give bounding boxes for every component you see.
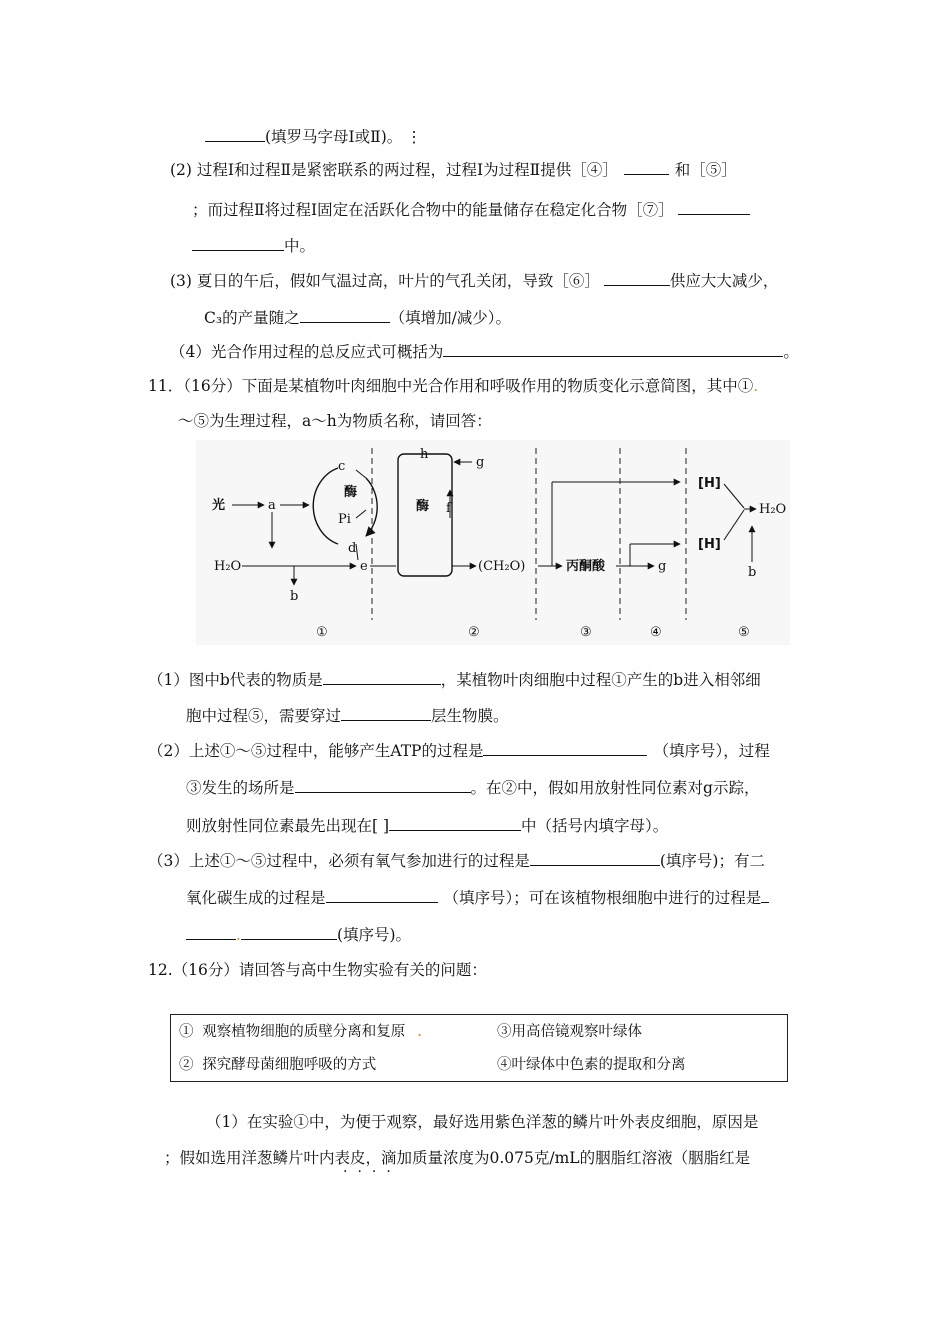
q11-sub3-line1: （3）上述①～⑤过程中，必须有氧气参加进行的过程是 (填序号)；有二 — [148, 852, 765, 870]
label-g-1: g — [476, 455, 485, 470]
emphasis-dot: · — [386, 1164, 401, 1180]
q11-sub3-line2: 氧化碳生成的过程是 （填序号）；可在该植物根细胞中进行的过程是 — [186, 888, 769, 908]
experiment-2: ② 探究酵母菌细胞呼吸的方式 — [179, 1057, 377, 1073]
label-e: e — [360, 559, 368, 574]
label-d: d — [348, 541, 357, 556]
answer-blank[interactable] — [389, 816, 521, 831]
q11-heading: 11．（16分）下面是某植物叶肉细胞中光合作用和呼吸作用的物质变化示意简图，其中①. — [148, 377, 759, 395]
answer-blank[interactable] — [604, 271, 670, 286]
ch2o-label: (CH₂O) — [478, 559, 526, 574]
answer-blank[interactable] — [443, 342, 783, 357]
emphasis-dots — [343, 1162, 401, 1182]
q10-part2-line3: 中。 — [192, 236, 315, 256]
label-h: h — [420, 447, 429, 462]
label-g-2: g — [658, 559, 667, 574]
experiment-3: ③用高倍镜观察叶绿体 — [497, 1024, 642, 1040]
mark-dot: . — [236, 926, 241, 944]
q10-part4: （4）光合作用过程的总反应式可概括为 。 — [170, 343, 799, 361]
label-a: a — [268, 498, 276, 513]
emphasis-dot: · — [357, 1164, 372, 1180]
q11-heading-line2: ～⑤为生理过程，a～h为物质名称，请回答： — [178, 412, 492, 430]
diagram-svg — [196, 440, 790, 645]
process-diagram — [196, 440, 790, 645]
q11-sub2-line3: 则放射性同位素最先出现在[ ] 中（括号内填字母）。 — [186, 817, 669, 835]
answer-blank[interactable] — [624, 160, 669, 175]
q11-sub1-line1: （1）图中b代表的物质是 ，某植物叶肉细胞中过程①产生的b进入相邻细 — [148, 671, 761, 689]
pyruvate-label: 丙酮酸 — [566, 559, 606, 574]
q10-part3-line1: (3) 夏日的午后，假如气温过高，叶片的气孔关闭，导致［⑥］ 供应大大减少， — [170, 272, 779, 290]
light-label: 光 — [212, 498, 226, 513]
stage-label-5: ⑤ — [738, 625, 750, 640]
nadh-label-1: [H] — [698, 476, 721, 491]
label-b-1: b — [290, 589, 299, 604]
q12-part1-line2: ；假如选用洋葱鳞片叶内表皮，滴加质量浓度为0.075克/mL的胭脂红溶液（胭脂红是 — [164, 1149, 751, 1167]
answer-blank[interactable] — [295, 778, 471, 793]
mark-dot: . — [415, 1024, 424, 1040]
q10-line1: (填罗马字母Ⅰ或Ⅱ)。 ⋮ — [205, 127, 422, 147]
experiment-list-box — [170, 1014, 788, 1082]
q10-part2-line2: ；而过程Ⅱ将过程Ⅰ固定在活跃化合物中的能量储存在稳定化合物［⑦］ — [192, 200, 750, 220]
answer-blank[interactable] — [761, 888, 769, 903]
label-b-2: b — [748, 565, 757, 580]
answer-blank[interactable] — [530, 851, 660, 866]
q10-part3-line2: C₃的产量随之 （填增加/减少）。 — [204, 309, 512, 327]
answer-blank[interactable] — [323, 670, 441, 685]
stage-label-2: ② — [468, 625, 480, 640]
mark-dot: . — [753, 377, 759, 395]
label-pi: Pi — [338, 512, 351, 527]
answer-blank[interactable] — [341, 706, 431, 721]
h2o-output-label: H₂O — [759, 502, 787, 517]
answer-blank[interactable] — [483, 741, 647, 756]
answer-blank[interactable] — [205, 127, 265, 142]
answer-blank[interactable] — [192, 236, 284, 251]
answer-blank[interactable] — [300, 308, 390, 323]
stage-label-3: ③ — [580, 625, 592, 640]
stage-label-4: ④ — [650, 625, 662, 640]
nadh-label-2: [H] — [698, 537, 721, 552]
label-c: c — [338, 459, 346, 474]
enzyme-label-1: 酶 — [344, 485, 358, 500]
experiment-1: ① 观察植物细胞的质壁分离和复原 . — [179, 1024, 424, 1040]
h2o-input-label: H₂O — [214, 559, 242, 574]
experiment-4: ④叶绿体中色素的提取和分离 — [497, 1057, 686, 1073]
answer-blank[interactable] — [186, 925, 236, 940]
answer-blank[interactable] — [326, 888, 438, 903]
stage-label-1: ① — [316, 625, 328, 640]
q12-heading: 12.（16分）请回答与高中生物实验有关的问题： — [148, 961, 487, 979]
q12-part1-line1: （1）在实验①中，为便于观察，最好选用紫色洋葱的鳞片叶外表皮细胞，原因是 — [206, 1113, 759, 1131]
q11-sub2-line2: ③发生的场所是 。在②中，假如用放射性同位素对g示踪， — [186, 779, 760, 797]
label-f: f — [446, 501, 451, 516]
answer-blank[interactable] — [241, 925, 337, 940]
emphasis-dot: · — [343, 1164, 358, 1180]
q11-sub2-line1: （2）上述①～⑤过程中，能够产生ATP的过程是 （填序号），过程 — [148, 742, 770, 760]
emphasis-dot: · — [371, 1164, 387, 1180]
enzyme-label-2: 酶 — [416, 499, 430, 514]
q10-part2-line1: (2) 过程Ⅰ和过程Ⅱ是紧密联系的两过程，过程Ⅰ为过程Ⅱ提供［④］ 和［⑤］ — [170, 161, 737, 179]
answer-blank[interactable] — [678, 200, 750, 215]
q11-sub3-line3: . (填序号)。 — [186, 925, 411, 945]
q11-sub1-line2: 胞中过程⑤，需要穿过 层生物膜。 — [186, 707, 509, 725]
